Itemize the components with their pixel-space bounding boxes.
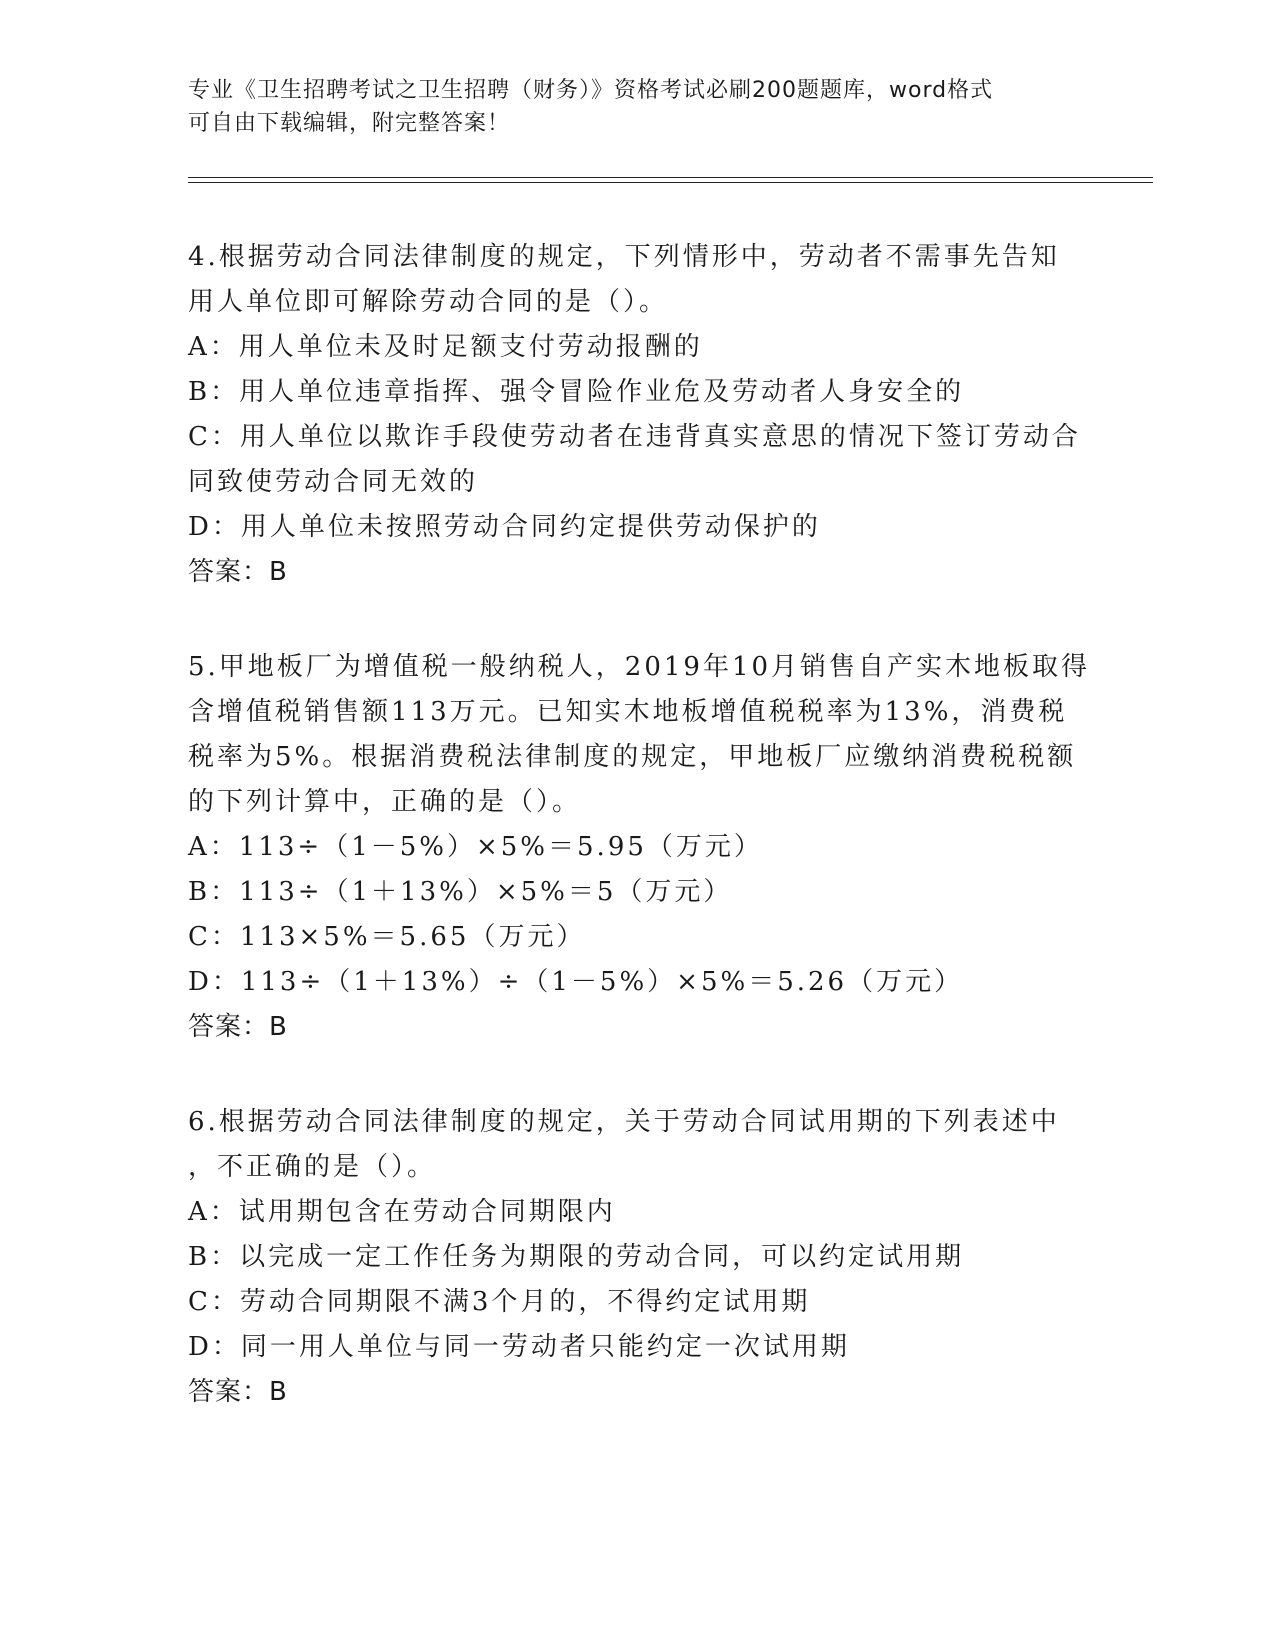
question-stem-line: ，不正确的是（）。 [188, 1152, 437, 1182]
option-a: A：113÷（1－5%）×5%＝5.95（万元） [188, 832, 763, 862]
question-stem-line: 4.根据劳动合同法律制度的规定，下列情形中，劳动者不需事先告知 [188, 242, 1060, 272]
option-d: D：113÷（1＋13%）÷（1－5%）×5%＝5.26（万元） [188, 967, 964, 997]
option-a: A：试用期包含在劳动合同期限内 [188, 1197, 616, 1227]
question-stem-line: 用人单位即可解除劳动合同的是（）。 [188, 287, 669, 317]
header-line-1: 专业《卫生招聘考试之卫生招聘（财务）》资格考试必刷200题题库，word格式 [188, 78, 994, 103]
option-c-continued: 同致使劳动合同无效的 [188, 467, 479, 497]
question-stem-line: 6.根据劳动合同法律制度的规定，关于劳动合同试用期的下列表述中 [188, 1107, 1060, 1137]
question-4 [188, 235, 1088, 595]
option-b: B：113÷（1＋13%）×5%＝5（万元） [188, 877, 733, 907]
question-5 [188, 645, 1091, 1050]
header-divider-bottom [188, 182, 1153, 183]
option-d: D：同一用人单位与同一劳动者只能约定一次试用期 [188, 1332, 850, 1362]
question-stem-line: 5.甲地板厂为增值税一般纳税人，2019年10月销售自产实木地板取得 [188, 652, 1091, 682]
option-c: C：113×5%＝5.65（万元） [188, 922, 586, 952]
option-a: A：用人单位未及时足额支付劳动报酬的 [188, 332, 703, 362]
document-header [188, 74, 1078, 140]
option-d: D：用人单位未按照劳动合同约定提供劳动保护的 [188, 512, 821, 542]
question-6 [188, 1100, 1088, 1415]
header-divider-top [188, 177, 1153, 178]
question-stem-line: 的下列计算中，正确的是（）。 [188, 787, 582, 817]
header-line-2: 可自由下载编辑，附完整答案！ [188, 111, 511, 136]
answer-label: 答案：B [188, 1377, 288, 1407]
question-stem-line: 含增值税销售额113万元。已知实木地板增值税税率为13%，消费税 [188, 697, 1068, 727]
option-c: C：劳动合同期限不满3个月的，不得约定试用期 [188, 1287, 811, 1317]
answer-label: 答案：B [188, 1012, 288, 1042]
question-stem-line: 税率为5%。根据消费税法律制度的规定，甲地板厂应缴纳消费税税额 [188, 742, 1077, 772]
answer-label: 答案：B [188, 557, 288, 587]
option-b: B：用人单位违章指挥、强令冒险作业危及劳动者人身安全的 [188, 377, 965, 407]
option-b: B：以完成一定工作任务为期限的劳动合同，可以约定试用期 [188, 1242, 965, 1272]
option-c: C：用人单位以欺诈手段使劳动者在违背真实意思的情况下签订劳动合 [188, 422, 1081, 452]
